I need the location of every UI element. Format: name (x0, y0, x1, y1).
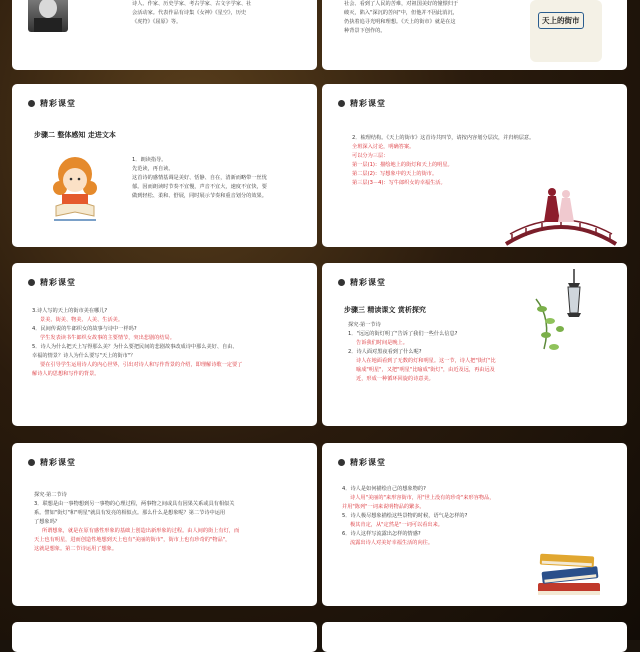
text-line: 告诉我们时间是晚上。 (356, 340, 408, 346)
reading-girl-illustration (46, 154, 104, 224)
text-line: 破灭，陷入"深沉的苦闷"中，但他并不因此消沉， (344, 10, 458, 16)
text-line: 第三层(3－4)：写牛郎织女的幸福生活。 (352, 180, 446, 186)
badge-text: 天上的街市 (538, 12, 584, 29)
slide-title: 精彩课堂 (40, 98, 76, 108)
text-line: 了想象吗？ (34, 519, 60, 525)
title-badge (530, 0, 602, 62)
text-line: 极其肯定，从"定然是"一词可以看出来。 (350, 522, 443, 528)
text-line: 种背景下创作的。 (344, 28, 386, 34)
text-line: 《虎符》《屈原》等。 (132, 19, 182, 25)
book-stack-illustration (534, 547, 604, 601)
bridge-couple-illustration (502, 186, 620, 246)
slide-card-10[interactable] (322, 622, 627, 652)
text-line: 4．诗人是如何描绘自己的想象物的? (342, 486, 426, 492)
text-line: 第一层(1)：描绘地上的街灯和天上的明星。 (352, 162, 453, 168)
text-line: 可以分为三层： (352, 153, 389, 159)
text-line: 诗人、作家、历史学家、考古学家、古文字学家、社 (132, 1, 252, 7)
text-line: 会活动家。代表作品有诗集《女神》《星空》，历史 (132, 10, 247, 16)
text-line: 5．诗人为什么把天上写得那么美？为什么要把民间的悲剧故事改成诗中那么美好、自由、 (32, 344, 238, 350)
text-line: 要在引导学生运用诗人的内心世界，引出对诗人和写作背景的介绍，即理解诗歌一定要了 (40, 362, 243, 368)
text-line: 解诗人的思想和写作的背景。 (32, 371, 100, 377)
text-line: 5．诗人极尽想象描绘这些景物的时候，语气是怎样的? (342, 513, 468, 519)
bullet-dot-icon (338, 100, 345, 107)
slide-header (338, 275, 386, 289)
slide-card-5[interactable] (12, 263, 317, 426)
slide-card-1[interactable] (12, 0, 317, 70)
text-line: 系。譬如"街灯"和"明星"就具有发亮的相似点。那么什么是想象呢？第二节诗中运用 (34, 510, 226, 516)
text-line: 6．诗人这样写流露出怎样的情感? (342, 531, 421, 537)
text-line: 诗人在地面看到了无数的灯和明星。这一节，诗人把"街灯"比 (356, 358, 496, 364)
text-line: 这就是想象。第二节诗运用了想象。 (34, 546, 118, 552)
text-line: 仍执着追寻光明和理想。《天上的街市》就是在这 (344, 19, 456, 25)
bullet-dot-icon (338, 459, 345, 466)
slide-card-8[interactable] (322, 443, 627, 606)
text-line: 近，形成一种循环回旋的诗意美。 (356, 376, 434, 382)
text-line: 3.诗人写的天上的街市美在哪儿? (32, 308, 108, 314)
text-line: 探究·第二节诗 (34, 492, 67, 498)
text-line: 1．朗读指导。 (132, 157, 167, 163)
lantern-vine-illustration (534, 269, 596, 361)
text-line: 先范读，再自读。 (132, 166, 174, 172)
slide-card-2[interactable] (322, 0, 627, 70)
text-line: 幸福的情景？诗人为什么要写"天上的街市"？ (32, 353, 136, 359)
slide-header (338, 455, 386, 469)
slide-card-4[interactable] (322, 84, 627, 247)
slide-title: 精彩课堂 (40, 457, 76, 467)
text-line: 3．联想是由一事物想到另一事物的心理过程，两事物之间或具有因果关系或具有相似关 (34, 501, 235, 507)
text-line: 2．诗人面对黑夜看到了什么呢? (348, 349, 422, 355)
text-line: 诗人用"美丽的"来形容街市，用"世上没有的珍奇"来形容物品， (350, 495, 495, 501)
step-heading: 步骤二 整体感知 走进文本 (34, 131, 116, 139)
slide-title: 精彩课堂 (40, 277, 76, 287)
text-line: 所谓想象，就是在原有感性形象的基础上创造出新形象的过程。由人间的街上有灯，而 (42, 528, 240, 534)
bullet-dot-icon (338, 279, 345, 286)
text-line: 喻成"明星"，又把"明星"比喻成"街灯"，由近及远，再由远及 (356, 367, 495, 373)
text-line: 4．民间传说的牛郎织女的故事与诗中一样吗? (32, 326, 137, 332)
slide-card-9[interactable] (12, 622, 317, 652)
bullet-dot-icon (28, 459, 35, 466)
author-portrait (28, 0, 68, 32)
slide-header (338, 96, 386, 110)
text-line: 做到轻松、柔和、舒展，同时展示节奏和重音划分的效果。 (132, 193, 267, 199)
slide-header (28, 96, 76, 110)
slide-card-7[interactable] (12, 443, 317, 606)
text-line: 并用"陈列"一词来说明物品的繁多。 (342, 504, 425, 510)
text-line: 探究·第一节诗 (348, 322, 381, 328)
text-line: 全班深入讨论，明确答案。 (352, 144, 415, 150)
text-line: 学生发表读书牛郎织女故事的主要情节，突出悲剧的结局。 (40, 335, 175, 341)
text-line: 2．梳理结构。《天上的街市》这首诗共四节，请按内容划分层次，并归纳层意。 (352, 135, 535, 141)
slide-title: 精彩课堂 (350, 277, 386, 287)
slide-card-6[interactable] (322, 263, 627, 426)
text-line: 这首诗的感情基调是美好、恬静、自在，清新而略带一丝忧 (132, 175, 267, 181)
text-line: 天上也有明星，进而创造性地想到天上也有"美丽的街市"，街市上也有珍奇的"物品"， (34, 537, 231, 543)
slide-title: 精彩课堂 (350, 98, 386, 108)
text-line: 第二层(2)：写想象中的天上的街市。 (352, 171, 438, 177)
text-line: 1．"远远的街灯明了"告诉了我们一些什么信息? (348, 331, 458, 337)
text-line: 郁。因而朗读时节奏不宜慢，声音不宜大，速度不宜快，要 (132, 184, 267, 190)
slide-title: 精彩课堂 (350, 457, 386, 467)
slide-header (28, 275, 76, 289)
text-line: 景美、街美、物美、人美、生活美。 (40, 317, 124, 323)
bullet-dot-icon (28, 100, 35, 107)
text-line: 流露出诗人对美好幸福生活的向往。 (350, 540, 434, 546)
bullet-dot-icon (28, 279, 35, 286)
step-heading: 步骤三 精读课文 赏析探究 (344, 306, 426, 314)
slide-header (28, 455, 76, 469)
slide-card-3[interactable] (12, 84, 317, 247)
text-line: 社会、看到了人民的苦难，对祖国美好的憧憬归于 (344, 1, 459, 7)
